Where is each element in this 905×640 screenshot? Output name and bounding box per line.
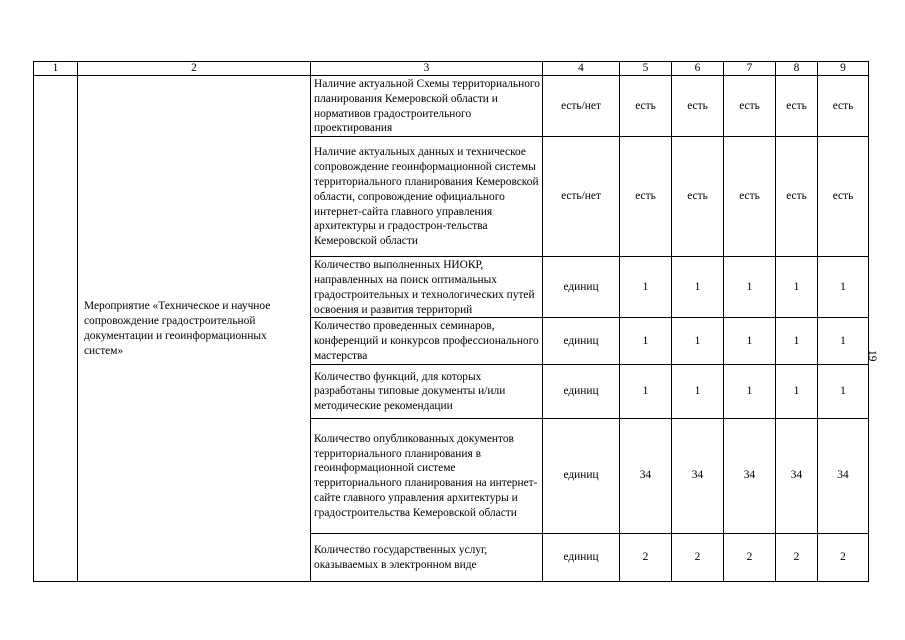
- value-cell: 1: [620, 257, 672, 318]
- indicator-cell: Наличие актуальных данных и техническое сопровождение геоинформационной системы территориального планирования Кемеровской области, сопровождение официального интернет-сайта главного управления архитектуры и градострон-тельства Кемеровской области: [311, 137, 543, 257]
- value-cell: 34: [724, 418, 776, 533]
- header-col-6: 6: [672, 62, 724, 76]
- indicators-table: [33, 61, 869, 582]
- table-row: [34, 76, 869, 137]
- header-col-7: 7: [724, 62, 776, 76]
- value-cell: 1: [818, 318, 869, 364]
- value-cell: есть: [818, 76, 869, 137]
- indicator-cell: Количество функций, для которых разработаны типовые документы и/или методические рекомендации: [311, 364, 543, 418]
- value-cell: 34: [672, 418, 724, 533]
- header-col-9: 9: [818, 62, 869, 76]
- value-cell: 1: [776, 364, 818, 418]
- value-cell: 1: [620, 364, 672, 418]
- value-cell: 2: [724, 533, 776, 581]
- header-col-8: 8: [776, 62, 818, 76]
- value-cell: 1: [620, 318, 672, 364]
- value-cell: 1: [724, 364, 776, 418]
- value-cell: 1: [672, 257, 724, 318]
- row-number-cell: [34, 76, 78, 582]
- value-cell: 34: [818, 418, 869, 533]
- value-cell: 2: [620, 533, 672, 581]
- value-cell: 1: [776, 318, 818, 364]
- indicator-cell: Наличие актуальной Схемы территориального планирования Кемеровской области и нормативов градостроительного проектирования: [311, 76, 543, 137]
- unit-cell: единиц: [543, 533, 620, 581]
- value-cell: 1: [672, 318, 724, 364]
- value-cell: есть: [672, 76, 724, 137]
- indicator-cell: Количество опубликованных документов территориального планирования в геоинформационной системе территориального планирования на интернет-сайте главного управления архитектуры и градостроительства Кемеровской области: [311, 418, 543, 533]
- value-cell: есть: [724, 76, 776, 137]
- value-cell: 2: [776, 533, 818, 581]
- value-cell: 2: [818, 533, 869, 581]
- value-cell: 1: [776, 257, 818, 318]
- value-cell: 1: [724, 257, 776, 318]
- unit-cell: есть/нет: [543, 76, 620, 137]
- value-cell: есть: [776, 76, 818, 137]
- page-number: 19: [866, 350, 878, 362]
- header-row: [34, 62, 869, 76]
- measure-name-cell: Мероприятие «Техническое и научное сопровождение градостроительной документации и геоинформационных систем»: [78, 76, 311, 582]
- unit-cell: единиц: [543, 318, 620, 364]
- value-cell: 1: [724, 318, 776, 364]
- indicator-cell: Количество выполненных НИОКР, направленных на поиск оптимальных градостроительных и технологических путей освоения и развития территорий: [311, 257, 543, 318]
- value-cell: 1: [818, 257, 869, 318]
- value-cell: есть: [620, 76, 672, 137]
- header-col-4: 4: [543, 62, 620, 76]
- value-cell: 1: [818, 364, 869, 418]
- value-cell: 1: [672, 364, 724, 418]
- value-cell: есть: [672, 137, 724, 257]
- value-cell: 2: [672, 533, 724, 581]
- header-col-1: 1: [34, 62, 78, 76]
- value-cell: 34: [776, 418, 818, 533]
- value-cell: 34: [620, 418, 672, 533]
- header-col-3: 3: [311, 62, 543, 76]
- value-cell: есть: [724, 137, 776, 257]
- header-col-2: 2: [78, 62, 311, 76]
- unit-cell: единиц: [543, 257, 620, 318]
- unit-cell: единиц: [543, 418, 620, 533]
- value-cell: есть: [818, 137, 869, 257]
- indicator-cell: Количество государственных услуг, оказываемых в электронном виде: [311, 533, 543, 581]
- unit-cell: есть/нет: [543, 137, 620, 257]
- value-cell: есть: [620, 137, 672, 257]
- value-cell: есть: [776, 137, 818, 257]
- header-col-5: 5: [620, 62, 672, 76]
- indicator-cell: Количество проведенных семинаров, конференций и конкурсов профессионального мастерства: [311, 318, 543, 364]
- unit-cell: единиц: [543, 364, 620, 418]
